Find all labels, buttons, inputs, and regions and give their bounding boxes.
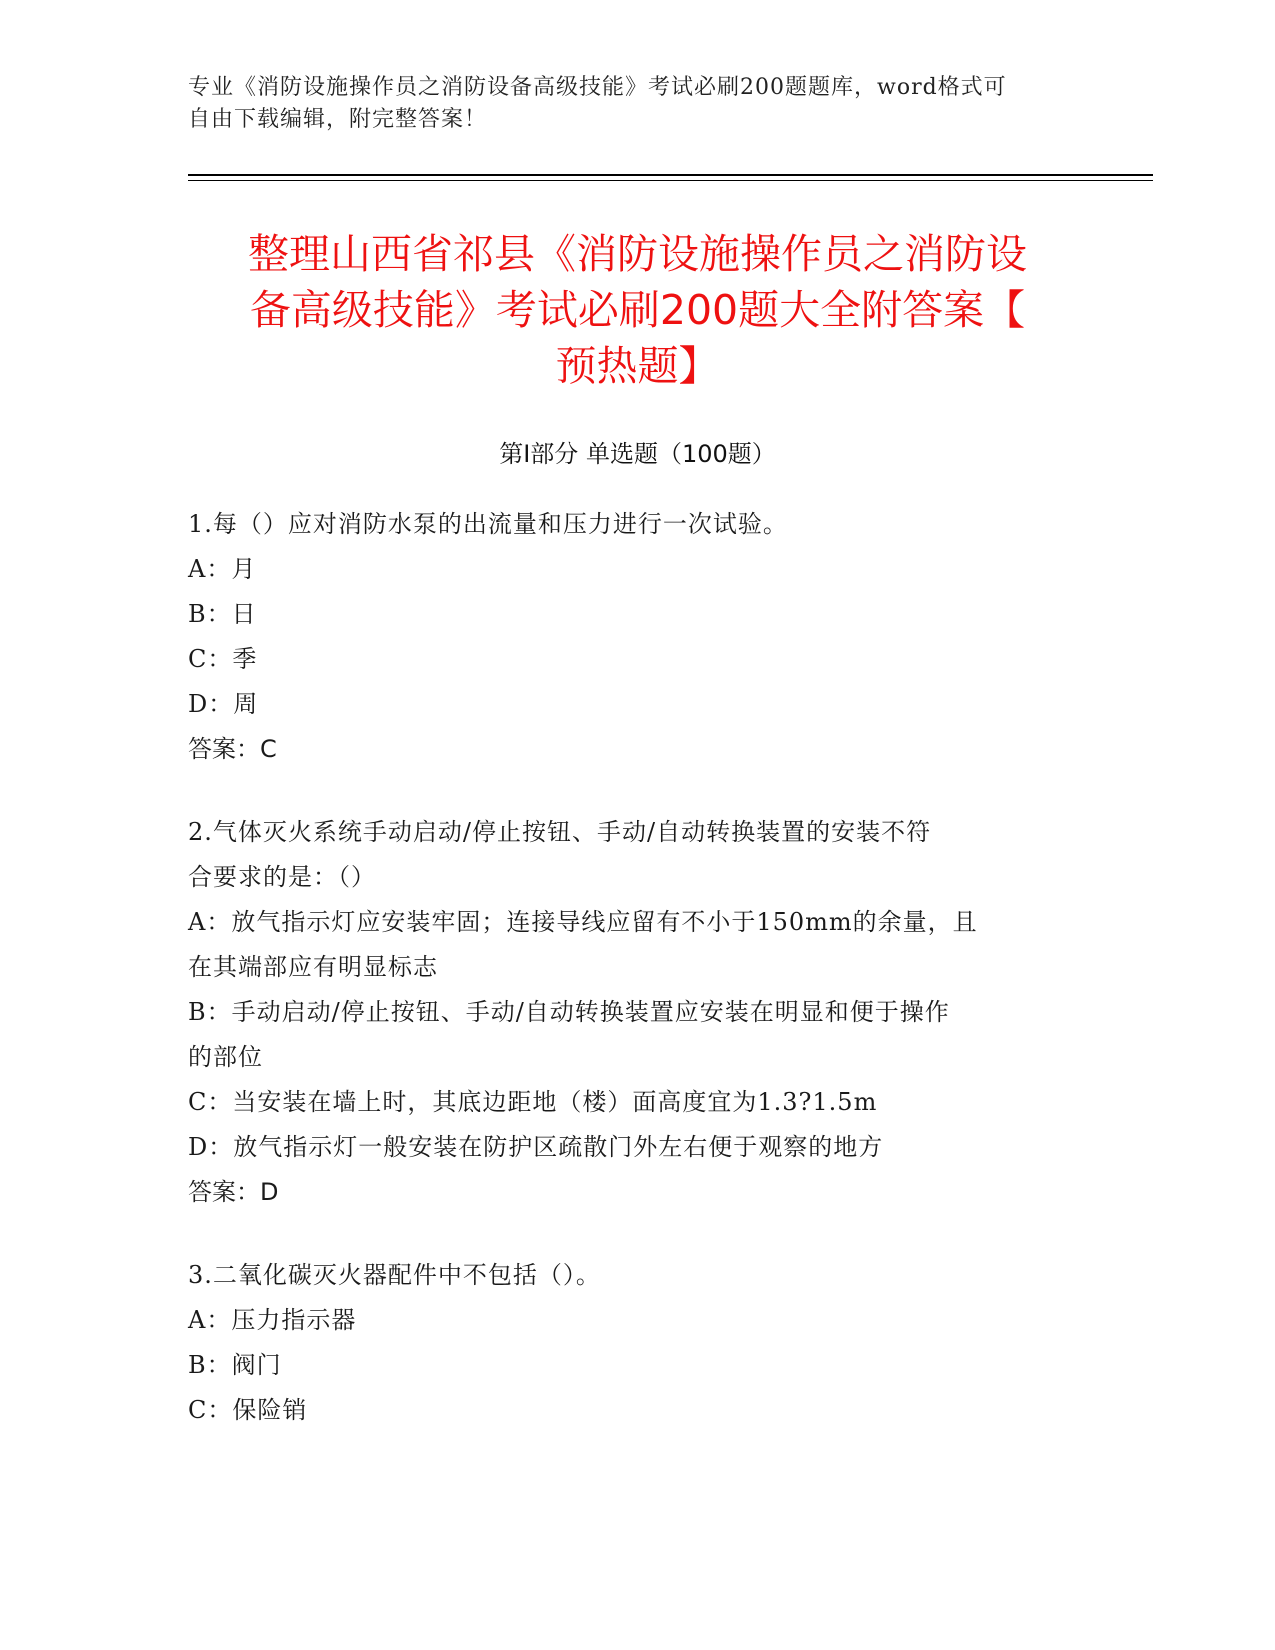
option-d: D：放气指示灯一般安装在防护区疏散门外左右便于观察的地方 — [188, 1133, 884, 1161]
document-title — [150, 226, 1125, 394]
header-divider-thin — [188, 180, 1153, 181]
option-a: A：月 — [188, 555, 257, 583]
option-c: C：当安装在墙上时，其底边距地（楼）面高度宜为1.3?1.5m — [188, 1088, 878, 1116]
question-3 — [188, 1253, 1068, 1433]
header-note-line: 自由下载编辑，附完整答案！ — [188, 107, 488, 132]
option-a: 在其端部应有明显标志 — [188, 953, 438, 981]
question-2 — [188, 810, 1068, 1215]
option-a: A：压力指示器 — [188, 1306, 357, 1334]
question-stem: 3.二氧化碳灭火器配件中不包括（）。 — [188, 1261, 601, 1289]
option-b: B：手动启动/停止按钮、手动/自动转换装置应安装在明显和便于操作 — [188, 998, 950, 1026]
header-divider-thick — [188, 174, 1153, 176]
answer: 答案：D — [188, 1178, 279, 1206]
question-stem: 2.气体灭火系统手动启动/停止按钮、手动/自动转换装置的安装不符 — [188, 818, 932, 846]
header-note-line: 专业《消防设施操作员之消防设备高级技能》考试必刷200题题库，word格式可 — [188, 75, 1007, 100]
question-stem: 1.每（）应对消防水泵的出流量和压力进行一次试验。 — [188, 510, 788, 538]
option-a: A：放气指示灯应安装牢固；连接导线应留有不小于150mm的余量，且 — [188, 908, 978, 936]
document-title-line: 整理山西省祁县《消防设施操作员之消防设 — [248, 230, 1027, 278]
option-c: C：保险销 — [188, 1396, 308, 1424]
document-title-line: 预热题】 — [555, 342, 720, 390]
option-b: B：阀门 — [188, 1351, 282, 1379]
option-d: D：周 — [188, 690, 259, 718]
option-b: 的部位 — [188, 1043, 263, 1071]
answer: 答案：C — [188, 735, 277, 763]
question-stem: 合要求的是：（） — [188, 863, 376, 891]
option-b: B：日 — [188, 600, 257, 628]
document-title-line: 备高级技能》考试必刷200题大全附答案【 — [249, 286, 1026, 334]
option-c: C：季 — [188, 645, 258, 673]
header-note — [188, 72, 1088, 136]
question-1 — [188, 502, 1068, 772]
section-title: 第I部分 单选题（100题） — [499, 440, 776, 468]
